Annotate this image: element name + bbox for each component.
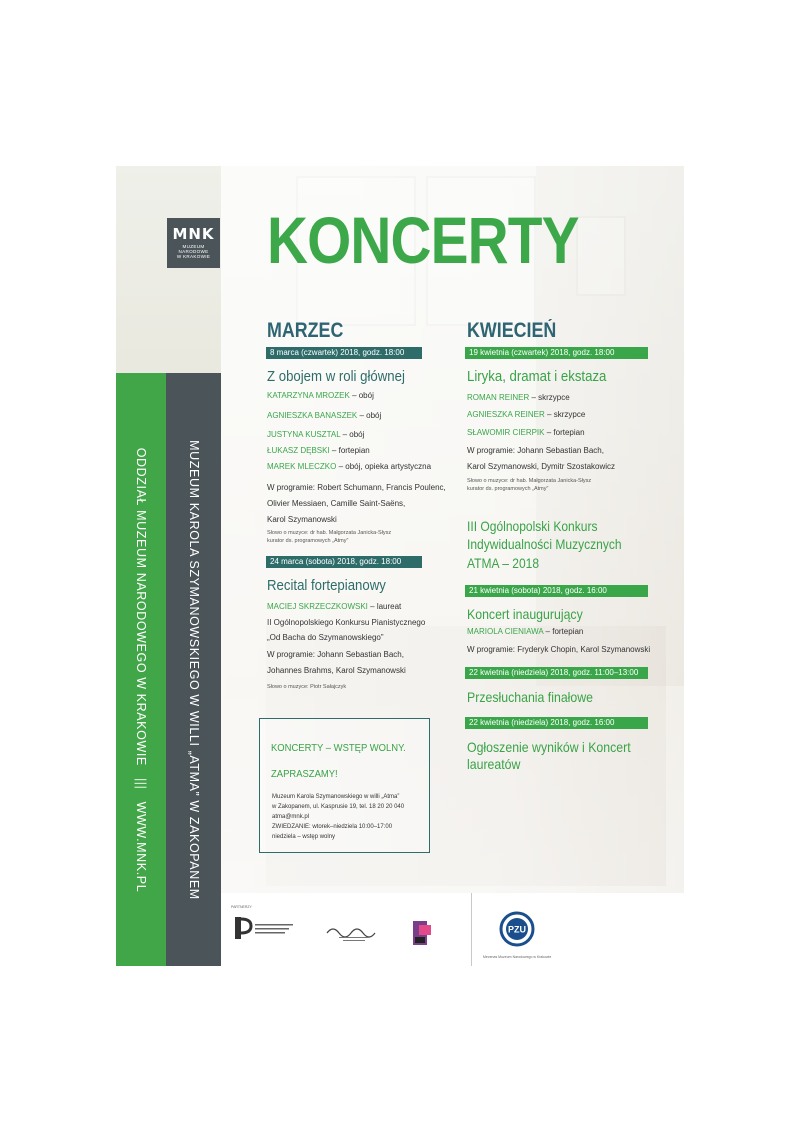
logo-subtitle: [167, 244, 220, 260]
performer-name: ŁUKASZ DĘBSKI: [267, 446, 330, 455]
performer-role: – obój: [359, 411, 382, 420]
pzu-logo-text: PZU: [508, 924, 526, 935]
program-line: Karol Szymanowski: [267, 515, 337, 524]
performer: [467, 627, 583, 637]
event-title: Recital fortepianowy: [267, 577, 386, 594]
separator: |||: [134, 777, 148, 789]
speaker-note: Słowo o muzyce: dr hab. Małgorzata Janicka-Słysz: [467, 478, 592, 484]
program-line: W programie: Johann Sebastian Bach,: [267, 650, 404, 659]
performer-role: – fortepian: [545, 627, 584, 636]
logo-sub-line: NARODOWE: [178, 249, 209, 255]
logo-sub-line: MUZEUM: [182, 244, 205, 249]
side-strip-green: [116, 373, 166, 966]
performer: [467, 393, 570, 403]
performer: [267, 602, 401, 612]
event-date-bar: 8 marca (czwartek) 2018, godz. 18:00: [266, 347, 422, 359]
performer-role: – skrzypce: [531, 393, 570, 402]
event-date-bar: 22 kwietnia (niedziela) 2018, godz. 16:00: [465, 717, 648, 729]
pzu-logo: [499, 911, 535, 952]
performer-role: – skrzypce: [547, 410, 586, 419]
program-line: Karol Szymanowski, Dymitr Szostakowicz: [467, 462, 616, 471]
performer-role: – fortepian: [546, 428, 585, 437]
poster: [116, 166, 684, 966]
performer-name: ROMAN REINER: [467, 393, 530, 402]
performer: [267, 430, 364, 440]
address-line: Muzeum Karola Szymanowskiego w willi „Atma”: [272, 794, 400, 800]
event-title: Liryka, dramat i ekstaza: [467, 368, 607, 385]
branch-name: ODDZIAŁ MUZEUM NARODOWEGO W KRAKOWIE: [134, 447, 148, 766]
performer: [467, 428, 585, 438]
program-line: Johannes Brahms, Karol Szymanowski: [267, 666, 406, 675]
performer: [267, 462, 431, 472]
museum-logo: [167, 218, 220, 268]
partner-logo-2: [325, 923, 385, 948]
performer: [267, 391, 374, 401]
event-date-bar: 21 kwietnia (sobota) 2018, godz. 16:00: [465, 585, 648, 597]
side-strip-gray: [166, 373, 221, 966]
speaker-note: Słowo o muzyce: Piotr Sałajczyk: [267, 684, 347, 690]
event-title: Ogłoszenie wyników i Koncert: [467, 739, 631, 755]
museum-name: MUZEUM KAROLA SZYMANOWSKIEGO W WILLI „ATMA” W ZAKOPANEM: [186, 439, 201, 900]
event-date-bar: 24 marca (sobota) 2018, godz. 18:00: [266, 556, 422, 568]
performer-role: – laureat: [370, 602, 402, 611]
hours-line: niedziela – wstęp wolny: [272, 834, 336, 840]
pzu-caption: Mecenas Muzeum Narodowego w Krakowie: [483, 955, 552, 959]
performer: [467, 410, 585, 420]
event-title: Przesłuchania finałowe: [467, 689, 594, 705]
performer-name: MACIEJ SKRZECZKOWSKI: [267, 602, 368, 611]
performer-name: SŁAWOMIR CIERPIK: [467, 428, 545, 437]
month-april: KWIECIEŃ: [467, 319, 557, 342]
address-line: w Zakopanem, ul. Kasprusie 19, tel. 18 20 20 040: [272, 804, 405, 810]
speaker-note: kurator ds. programowych „Atmy”: [267, 538, 349, 544]
admission-heading: KONCERTY – WSTĘP WOLNY.: [271, 742, 406, 754]
performer-name: AGNIESZKA REINER: [467, 410, 545, 419]
program-line: W programie: Fryderyk Chopin, Karol Szymanowski: [467, 645, 651, 654]
event-title: Koncert inaugurujący: [467, 606, 583, 622]
contest-title: III Ogólnopolski Konkurs: [467, 518, 598, 534]
performer-role: – fortepian: [331, 446, 370, 455]
performer-role: – obój, opieka artystyczna: [338, 462, 432, 471]
hours-line: ZWIEDZANIE: wtorek–niedziela 10:00–17:00: [272, 824, 393, 830]
sponsors-divider: [471, 893, 472, 966]
event-date-bar: 19 kwietnia (czwartek) 2018, godz. 18:00: [465, 347, 648, 359]
contest-title: Indywidualności Muzycznych: [467, 536, 622, 552]
award-line: „Od Bacha do Szymanowskiego”: [267, 633, 384, 642]
performer-name: MARIOLA CIENIAWA: [467, 627, 544, 636]
sponsors-bar: [221, 893, 684, 966]
event-title: Z obojem w roli głównej: [267, 368, 405, 385]
program-line: W programie: Johann Sebastian Bach,: [467, 446, 604, 455]
logo-sub-line: W KRAKOWIE: [176, 254, 211, 260]
partner-logo-3: [411, 919, 433, 952]
program-line: W programie: Robert Schumann, Francis Poulenc,: [267, 483, 446, 492]
speaker-note: kurator ds. programowych „Atmy”: [467, 486, 549, 492]
performer-role: – obój: [352, 391, 374, 400]
performer-name: MAREK MLECZKO: [267, 462, 337, 471]
partner-logo-1: [235, 915, 295, 948]
logo-mark: MNK: [172, 225, 215, 243]
event-title: laureatów: [467, 756, 521, 772]
performer: [267, 411, 381, 421]
email-line: atma@mnk.pl: [272, 814, 310, 820]
event-date-bar: 22 kwietnia (niedziela) 2018, godz. 11:00–13:00: [465, 667, 648, 679]
performer: [267, 446, 370, 456]
performer-role: – obój: [342, 430, 365, 439]
poster-title: KONCERTY: [267, 203, 579, 277]
admission-info-box: [259, 718, 430, 853]
speaker-note: Słowo o muzyce: dr hab. Małgorzata Janicka-Słysz: [267, 530, 392, 536]
award-line: II Ogólnopolskiego Konkursu Pianistycznego: [267, 618, 426, 627]
performer-name: KATARZYNA MROZEK: [267, 391, 350, 400]
side-strip-green-text: [134, 447, 148, 892]
contest-title: ATMA – 2018: [467, 555, 540, 571]
performer-name: AGNIESZKA BANASZEK: [267, 411, 358, 420]
performer-name: JUSTYNA KUSZTAL: [267, 430, 341, 439]
partners-label: PARTNERZY: [231, 905, 252, 909]
invitation-heading: ZAPRASZAMY!: [271, 768, 338, 780]
month-march: MARZEC: [267, 319, 344, 342]
program-line: Olivier Messiaen, Camille Saint-Saëns,: [267, 499, 406, 508]
website-url: WWW.MNK.PL: [134, 801, 148, 892]
